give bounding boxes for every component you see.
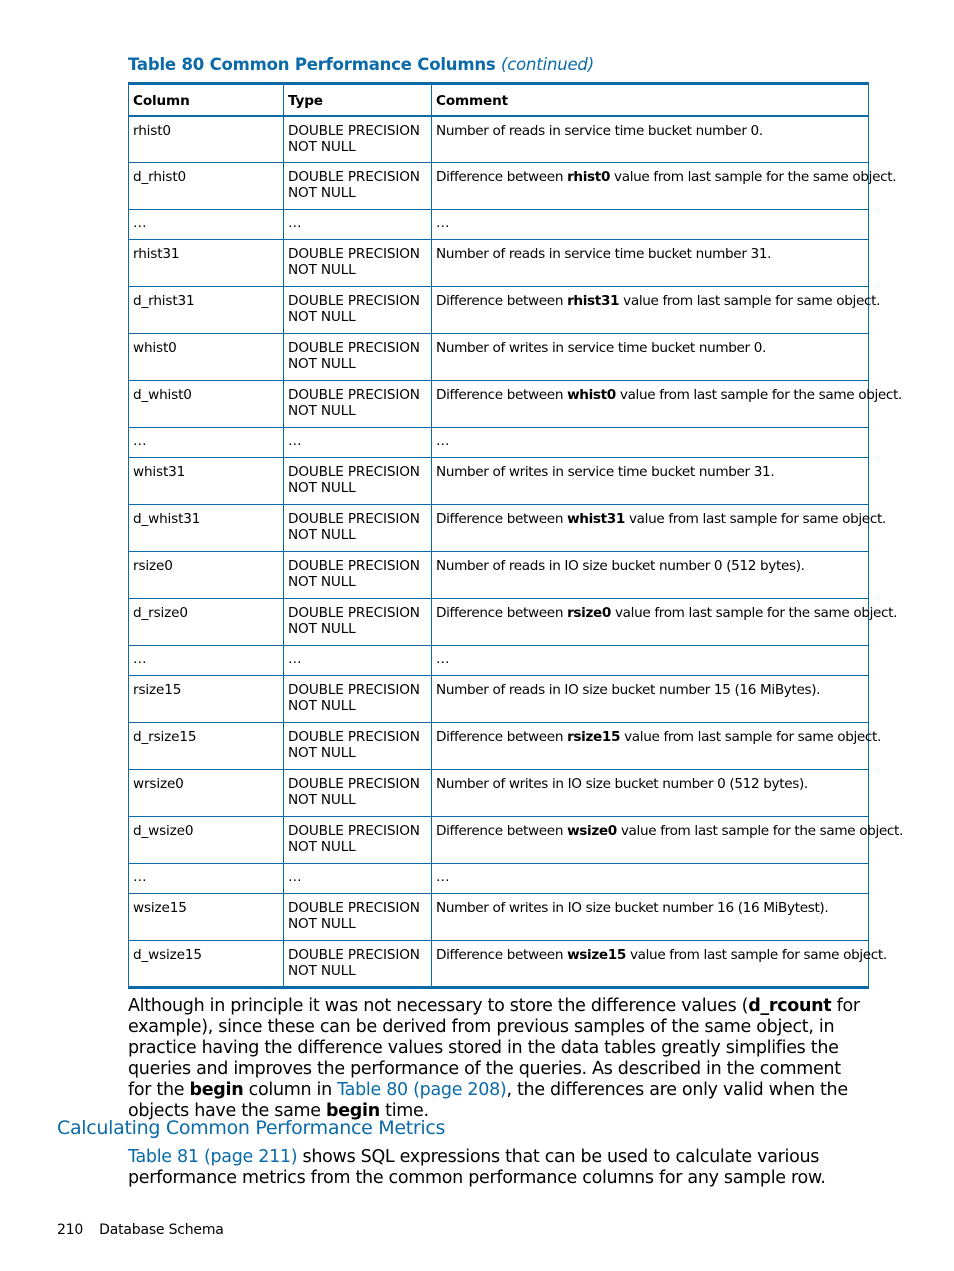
header-comment: Comment xyxy=(432,84,869,116)
cell-column-name: d_rsize0 xyxy=(129,599,284,646)
text-span: shows SQL expressions that can be used to calculate various performance metrics from the common performance columns for any sample row. xyxy=(128,1147,826,1188)
cell-type xyxy=(284,770,432,817)
text-span: , the differences are only valid when the objects have the same xyxy=(128,1080,848,1121)
cell-comment xyxy=(432,676,869,723)
cell-comment xyxy=(432,864,869,894)
cell-type xyxy=(284,646,432,676)
comment-bold-column: rsize15 xyxy=(567,729,621,745)
text-span: Although in principle it was not necessary to store the difference values ( xyxy=(128,996,749,1016)
comment-text: Difference between xyxy=(436,823,568,839)
type-line-1: … xyxy=(288,215,302,231)
type-line-1: DOUBLE PRECISION xyxy=(288,246,420,262)
table-row xyxy=(129,770,869,817)
cell-comment xyxy=(432,552,869,599)
cell-column-name: d_whist0 xyxy=(129,381,284,428)
comment-text: value from last sample for the same object. xyxy=(610,169,897,185)
comment-bold-column: wsize15 xyxy=(567,947,626,963)
table-row xyxy=(129,428,869,458)
comment-text: Difference between xyxy=(436,511,568,527)
table-row xyxy=(129,287,869,334)
type-line-1: … xyxy=(288,869,302,885)
paragraph-difference-values xyxy=(128,996,868,1122)
cell-column-name: d_wsize0 xyxy=(129,817,284,864)
type-line-1: DOUBLE PRECISION xyxy=(288,387,420,403)
comment-text: value from last sample for same object. xyxy=(619,293,881,309)
cell-column-name: d_rhist0 xyxy=(129,163,284,210)
table-row xyxy=(129,381,869,428)
type-line-1: DOUBLE PRECISION xyxy=(288,900,420,916)
table-row xyxy=(129,240,869,287)
chapter-title: Database Schema xyxy=(99,1222,224,1238)
comment-text: Difference between xyxy=(436,605,568,621)
header-type: Type xyxy=(284,84,432,116)
cell-comment xyxy=(432,894,869,941)
type-line-1: DOUBLE PRECISION xyxy=(288,947,420,963)
table-row xyxy=(129,599,869,646)
cell-comment xyxy=(432,240,869,287)
table-row xyxy=(129,864,869,894)
page-number: 210 xyxy=(57,1222,84,1238)
cell-type xyxy=(284,894,432,941)
cell-comment xyxy=(432,381,903,428)
type-line-1: DOUBLE PRECISION xyxy=(288,122,420,139)
text-span: column in xyxy=(243,1080,338,1100)
cell-comment xyxy=(432,941,887,988)
type-line-2: NOT NULL xyxy=(288,262,356,278)
type-line-1: … xyxy=(288,433,302,449)
cell-comment xyxy=(432,770,869,817)
cell-column-name: d_wsize15 xyxy=(129,941,284,988)
table-row xyxy=(129,505,869,552)
comment-bold-column: whist0 xyxy=(567,387,616,403)
comment-bold-column: rhist31 xyxy=(567,293,620,309)
cell-type xyxy=(284,505,432,552)
cell-comment xyxy=(432,599,898,646)
text-span: time. xyxy=(379,1101,429,1121)
cell-type xyxy=(284,552,432,599)
cell-type xyxy=(284,428,432,458)
section-heading: Calculating Common Performance Metrics xyxy=(57,1117,446,1139)
cell-column-name: wsize15 xyxy=(129,894,284,941)
type-line-2: NOT NULL xyxy=(288,963,356,979)
performance-columns-table xyxy=(128,82,903,989)
table-row xyxy=(129,817,869,864)
comment-text: Number of writes in service time bucket number 31. xyxy=(436,464,775,480)
cell-type xyxy=(284,381,432,428)
type-line-1: DOUBLE PRECISION xyxy=(288,464,420,480)
comment-text: … xyxy=(436,869,450,885)
comment-text: Number of writes in IO size bucket number 0 (512 bytes). xyxy=(436,776,808,792)
text-span: for example), since these can be derived from previous samples of the same object, in practice having the difference values stored in the data tables greatly simplifies the queries and improves the performance of the queries. As described in the comment for the xyxy=(128,996,860,1100)
table-header-row xyxy=(129,84,869,116)
type-line-2: NOT NULL xyxy=(288,356,356,372)
type-line-1: DOUBLE PRECISION xyxy=(288,511,420,527)
comment-text: Number of reads in IO size bucket number 15 (16 MiBytes). xyxy=(436,682,821,698)
cell-comment xyxy=(432,505,886,552)
bold-term: begin xyxy=(326,1101,380,1121)
cell-column-name: rhist31 xyxy=(129,240,284,287)
table-row xyxy=(129,941,869,988)
bold-term: begin xyxy=(189,1080,244,1100)
comment-text: Number of writes in service time bucket number 0. xyxy=(436,340,767,356)
type-line-1: DOUBLE PRECISION xyxy=(288,169,420,185)
cell-comment xyxy=(432,817,903,864)
table-body xyxy=(129,116,903,988)
cell-type xyxy=(284,334,432,381)
cell-column-name: … xyxy=(129,864,284,894)
comment-text: Number of writes in IO size bucket number 16 (16 MiBytest). xyxy=(436,900,829,916)
comment-bold-column: wsize0 xyxy=(567,823,617,839)
type-line-1: DOUBLE PRECISION xyxy=(288,823,420,839)
bold-term: d_rcount xyxy=(748,996,832,1016)
type-line-2: NOT NULL xyxy=(288,138,356,155)
table-caption-title: Table 80 Common Performance Columns xyxy=(128,55,496,74)
type-line-2: NOT NULL xyxy=(288,574,356,590)
cell-comment xyxy=(432,646,869,676)
cell-column-name: rsize15 xyxy=(129,676,284,723)
comment-text: Difference between xyxy=(436,169,568,185)
type-line-2: NOT NULL xyxy=(288,839,356,855)
comment-bold-column: whist31 xyxy=(567,511,626,527)
cell-column-name: … xyxy=(129,210,284,240)
comment-text: value from last sample for the same object. xyxy=(615,387,903,403)
table-row xyxy=(129,163,869,210)
comment-text: Number of reads in IO size bucket number 0 (512 bytes). xyxy=(436,558,805,574)
type-line-1: DOUBLE PRECISION xyxy=(288,340,420,356)
cell-column-name: … xyxy=(129,646,284,676)
cell-type xyxy=(284,723,432,770)
type-line-1: DOUBLE PRECISION xyxy=(288,682,420,698)
type-line-2: NOT NULL xyxy=(288,621,356,637)
cell-column-name: rhist0 xyxy=(129,116,284,163)
table-caption xyxy=(128,55,594,74)
cell-type xyxy=(284,864,432,894)
cell-column-name: d_rsize15 xyxy=(129,723,284,770)
cell-column-name: whist0 xyxy=(129,334,284,381)
cell-type xyxy=(284,240,432,287)
cell-column-name: … xyxy=(129,428,284,458)
cell-column-name: whist31 xyxy=(129,458,284,505)
table-row xyxy=(129,210,869,240)
cell-comment xyxy=(432,163,897,210)
header-column: Column xyxy=(129,84,284,116)
cell-type xyxy=(284,941,432,988)
cell-comment xyxy=(432,334,869,381)
table-81-link[interactable]: Table 81 (page 211) xyxy=(128,1147,298,1167)
table-row xyxy=(129,116,869,163)
cell-type xyxy=(284,210,432,240)
comment-text: Difference between xyxy=(436,729,568,745)
comment-bold-column: rhist0 xyxy=(567,169,611,185)
comment-text: Difference between xyxy=(436,387,568,403)
comment-text: Difference between xyxy=(436,947,568,963)
type-line-2: NOT NULL xyxy=(288,698,356,714)
type-line-1: … xyxy=(288,651,302,667)
cell-type xyxy=(284,458,432,505)
comment-text: value from last sample for same object. xyxy=(625,947,887,963)
cell-column-name: d_whist31 xyxy=(129,505,284,552)
type-line-2: NOT NULL xyxy=(288,745,356,761)
type-line-1: DOUBLE PRECISION xyxy=(288,293,420,309)
table-row xyxy=(129,646,869,676)
type-line-2: NOT NULL xyxy=(288,527,356,543)
comment-text: value from last sample for same object. xyxy=(625,511,886,527)
type-line-2: NOT NULL xyxy=(288,403,356,419)
comment-text: … xyxy=(436,215,450,231)
comment-text: value from last sample for same object. xyxy=(620,729,882,745)
comment-bold-column: rsize0 xyxy=(567,605,612,621)
comment-text: Number of reads in service time bucket number 0. xyxy=(436,122,763,139)
cell-comment xyxy=(432,458,869,505)
cell-column-name: rsize0 xyxy=(129,552,284,599)
cell-column-name: wrsize0 xyxy=(129,770,284,817)
cell-type xyxy=(284,817,432,864)
cell-type xyxy=(284,287,432,334)
type-line-2: NOT NULL xyxy=(288,185,356,201)
table-row xyxy=(129,334,869,381)
table-caption-continued: (continued) xyxy=(501,55,594,74)
type-line-1: DOUBLE PRECISION xyxy=(288,729,420,745)
comment-text: value from last sample for the same object. xyxy=(616,823,903,839)
comment-text: Difference between xyxy=(436,293,568,309)
type-line-2: NOT NULL xyxy=(288,916,356,932)
cell-type xyxy=(284,116,432,163)
comment-text: … xyxy=(436,433,450,449)
cell-comment xyxy=(432,210,869,240)
page-footer xyxy=(57,1222,224,1238)
cell-comment xyxy=(432,116,869,163)
comment-text: Number of reads in service time bucket number 31. xyxy=(436,246,772,262)
cell-comment xyxy=(432,723,882,770)
cell-column-name: d_rhist31 xyxy=(129,287,284,334)
table-row xyxy=(129,894,869,941)
type-line-2: NOT NULL xyxy=(288,309,356,325)
table-row xyxy=(129,458,869,505)
cell-comment xyxy=(432,287,881,334)
table-row xyxy=(129,552,869,599)
comment-text: … xyxy=(436,651,450,667)
paragraph-sql-expressions xyxy=(128,1147,868,1189)
type-line-1: DOUBLE PRECISION xyxy=(288,605,420,621)
cell-comment xyxy=(432,428,869,458)
table-row xyxy=(129,723,869,770)
cell-type xyxy=(284,163,432,210)
type-line-1: DOUBLE PRECISION xyxy=(288,558,420,574)
table-80-link[interactable]: Table 80 (page 208) xyxy=(337,1080,507,1100)
comment-text: value from last sample for the same object. xyxy=(611,605,898,621)
type-line-2: NOT NULL xyxy=(288,792,356,808)
cell-type xyxy=(284,599,432,646)
type-line-1: DOUBLE PRECISION xyxy=(288,776,420,792)
table-row xyxy=(129,676,869,723)
type-line-2: NOT NULL xyxy=(288,480,356,496)
cell-type xyxy=(284,676,432,723)
